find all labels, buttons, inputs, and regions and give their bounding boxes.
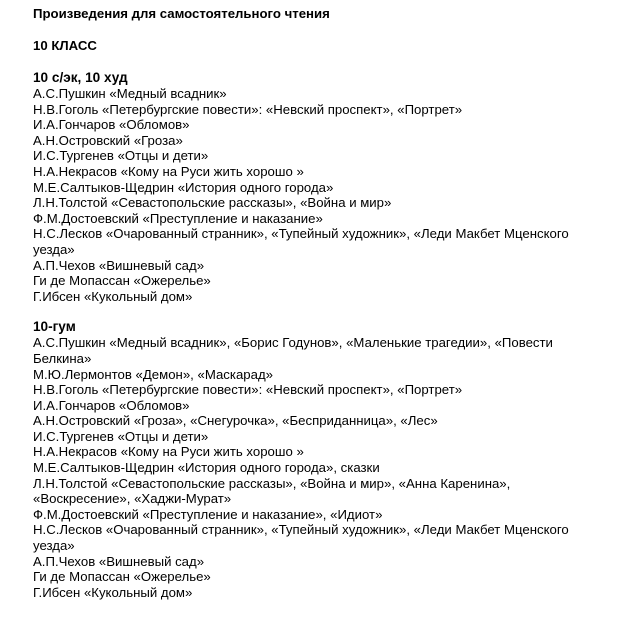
list-item: И.С.Тургенев «Отцы и дети»: [33, 148, 209, 164]
list-item: Н.С.Лесков «Очарованный странник», «Тупейный художник», «Леди Макбет Мценского уезда»: [33, 226, 569, 257]
list-item: И.С.Тургенев «Отцы и дети»: [33, 428, 209, 444]
section-heading: 10 с/эк, 10 худ: [33, 70, 128, 85]
list-item: Н.С.Лесков «Очарованный странник», «Тупейный художник», «Леди Макбет Мценского уезда»: [33, 522, 569, 554]
reading-section-humanities: [33, 319, 603, 600]
list-item: А.Н.Островский «Гроза», «Снегурочка», «Бесприданница», «Лес»: [33, 413, 438, 429]
list-item: И.А.Гончаров «Обломов»: [33, 397, 190, 413]
list-item: Ги де Мопассан «Ожерелье»: [33, 569, 211, 585]
list-item: М.Е.Салтыков-Щедрин «История одного города», сказки: [33, 460, 380, 476]
list-item: А.П.Чехов «Вишневый сад»: [33, 553, 205, 569]
list-item: А.С.Пушкин «Медный всадник»: [33, 86, 227, 101]
document: [33, 6, 603, 600]
list-item: Ги де Мопассан «Ожерелье»: [33, 273, 211, 289]
list-item: Ф.М.Достоевский «Преступление и наказание», «Идиот»: [33, 506, 383, 522]
list-item: Ф.М.Достоевский «Преступление и наказание»: [33, 210, 323, 226]
grade-heading: 10 КЛАСС: [33, 38, 97, 53]
list-item: Н.В.Гоголь «Петербургские повести»: «Невский проспект», «Портрет»: [33, 382, 463, 398]
list-item: Л.Н.Толстой «Севастопольские рассказы», «Война и мир»: [33, 195, 392, 211]
list-item: А.П.Чехов «Вишневый сад»: [33, 257, 205, 273]
list-item: А.С.Пушкин «Медный всадник», «Борис Годунов», «Маленькие трагедии», «Повести Белкина»: [33, 335, 553, 366]
section-heading: 10-гум: [33, 319, 76, 335]
list-item: Н.А.Некрасов «Кому на Руси жить хорошо »: [33, 444, 304, 460]
list-item: Г.Ибсен «Кукольный дом»: [33, 584, 193, 600]
list-item: Л.Н.Толстой «Севастопольские рассказы», «Война и мир», «Анна Каренина», «Воскресение», «Хаджи-Мурат»: [33, 475, 511, 507]
list-item: Г.Ибсен «Кукольный дом»: [33, 288, 193, 304]
list-item: Н.А.Некрасов «Кому на Руси жить хорошо »: [33, 163, 304, 179]
reading-section-special-arts: [33, 70, 603, 304]
list-item: Н.В.Гоголь «Петербургские повести»: «Невский проспект», «Портрет»: [33, 101, 463, 117]
list-item: А.Н.Островский «Гроза»: [33, 132, 183, 148]
page-title: Произведения для самостоятельного чтения: [33, 6, 330, 21]
list-item: И.А.Гончаров «Обломов»: [33, 117, 190, 133]
list-item: М.Е.Салтыков-Щедрин «История одного города»: [33, 179, 334, 195]
list-item: М.Ю.Лермонтов «Демон», «Маскарад»: [33, 366, 273, 382]
